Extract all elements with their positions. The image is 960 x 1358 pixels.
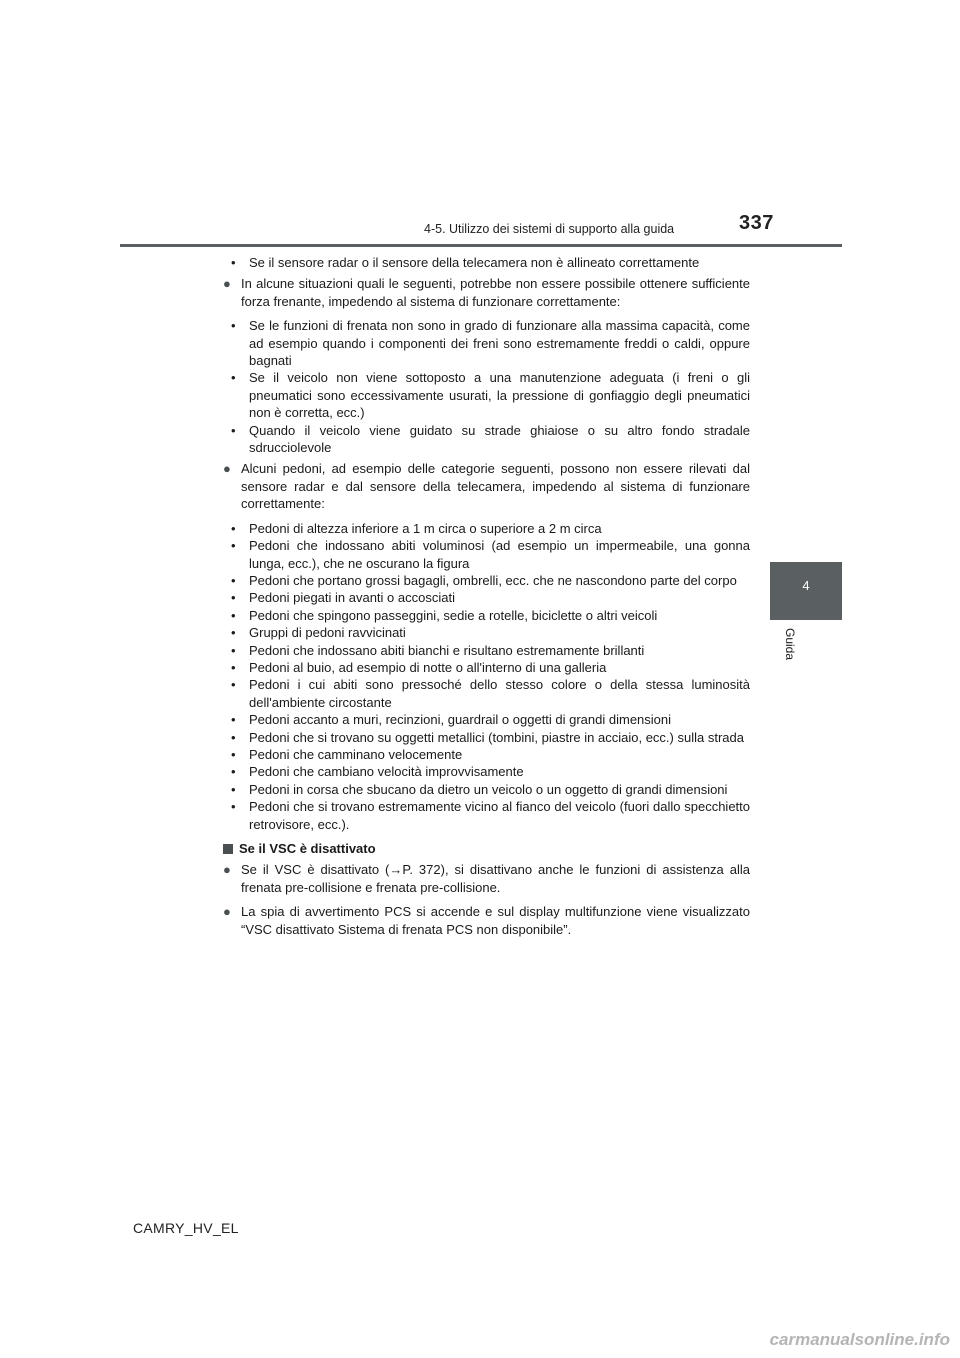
list-item: • Se il sensore radar o il sensore della telecamera non è allineato correttamente (231, 255, 700, 270)
dot-marker: • (231, 781, 236, 797)
page-number: 337 (739, 212, 774, 234)
list-item: • Se le funzioni di frenata non sono in grado di funzionare alla massima capacità, come ad esempio quando i componenti dei freni sono estremamente freddi o caldi, oppure bagnati (231, 318, 750, 369)
list-item: • Pedoni di altezza inferiore a 1 m circa o superiore a 2 m circa (231, 520, 602, 536)
dot-marker: • (231, 422, 236, 438)
list-item: • Pedoni che indossano abiti bianchi e risultano estremamente brillanti (231, 642, 645, 658)
header-rule (120, 244, 842, 247)
list-item: • Pedoni che indossano abiti voluminosi (ad esempio un impermeabile, una gonna lunga, ecc.), che ne oscurano la figura (231, 538, 750, 571)
chapter-number: 4 (802, 578, 810, 593)
dot-marker: • (231, 370, 236, 386)
list-item: • Gruppi di pedoni ravvicinati (231, 625, 406, 641)
bullet-point: ● La spia di avvertimento PCS si accende e sul display multifunzione viene visualizzato “VSC disattivato Sistema di frenata PCS non disponibile”. (223, 904, 750, 937)
dot-marker: • (231, 746, 236, 762)
list-item: • Pedoni che si trovano su oggetti metallici (tombini, piastre in acciaio, ecc.) sulla strada (231, 729, 744, 745)
list-item: • Pedoni accanto a muri, recinzioni, guardrail o oggetti di grandi dimensioni (231, 712, 672, 728)
dot-marker: • (231, 659, 236, 675)
dot-marker: • (231, 677, 236, 693)
watermark: carmanualsonline.info (769, 1330, 950, 1349)
page-content (222, 254, 750, 938)
bullet-point: ● Alcuni pedoni, ad esempio delle categorie seguenti, possono non essere rilevati dal sensore radar e dal sensore della telecamera, impedendo al sistema di funzionare correttamente: (223, 461, 750, 512)
dot-marker: • (231, 607, 236, 623)
dot-marker: • (231, 590, 236, 606)
dot-marker: • (231, 799, 236, 815)
square-icon (223, 844, 233, 854)
dot-marker: • (231, 255, 236, 270)
list-1 (222, 317, 750, 456)
section-heading: Se il VSC è disattivato (222, 840, 750, 857)
list-item: • Se il veicolo non viene sottoposto a una manutenzione adeguata (i freni o gli pneumatici sono eccessivamente usurati, la pressione di gonfiaggio degli pneumatici non è corretta, ecc.) (231, 370, 750, 421)
dot-marker: • (231, 729, 236, 745)
chapter-tab (770, 562, 842, 620)
dot-marker: • (231, 764, 236, 780)
list-item: • Pedoni che cambiano velocità improvvisamente (231, 764, 524, 780)
list-item: • Pedoni i cui abiti sono pressoché dello stesso colore o della stessa luminosità dell'ambiente circostante (231, 677, 750, 710)
dot-marker: • (231, 318, 236, 334)
list-item: • Pedoni piegati in avanti o accosciati (231, 590, 455, 606)
dot-marker: • (231, 712, 236, 728)
section-title: 4-5. Utilizzo dei sistemi di supporto alla guida (424, 222, 675, 236)
list-item: • Quando il veicolo viene guidato su strade ghiaiose o su altro fondo stradale sdrucciolevole (231, 422, 750, 456)
document-code: CAMRY_HV_EL (133, 1220, 239, 1236)
list-item: • Pedoni in corsa che sbucano da dietro un veicolo o un oggetto di grandi dimensioni (231, 781, 728, 797)
bullet-icon: ● (223, 904, 231, 920)
dot-marker: • (231, 520, 236, 536)
list-2 (222, 520, 750, 833)
bullet-icon: ● (223, 276, 231, 292)
chapter-label: Guida (783, 628, 797, 661)
list-item: • Pedoni che spingono passeggini, sedie a rotelle, biciclette o altri veicoli (231, 607, 658, 623)
dot-marker: • (231, 572, 236, 588)
bullet-point: ● Se il VSC è disattivato (→P. 372), si disattivano anche le funzioni di assistenza alla frenata pre-collisione e frenata pre-collisione. (223, 862, 750, 895)
dot-marker: • (231, 642, 236, 658)
dot-marker: • (231, 625, 236, 641)
list-item: • Pedoni che si trovano estremamente vicino al fianco del veicolo (fuori dallo specchietto retrovisore, ecc.). (231, 799, 750, 832)
list-item: • Pedoni che portano grossi bagagli, ombrelli, ecc. che ne nascondono parte del corpo (231, 572, 737, 588)
list-item: • Pedoni al buio, ad esempio di notte o all'interno di una galleria (231, 659, 607, 675)
bullet-icon: ● (223, 461, 231, 477)
dot-marker: • (231, 538, 236, 554)
list-item: • Pedoni che camminano velocemente (231, 746, 463, 762)
bullet-point: ● In alcune situazioni quali le seguenti, potrebbe non essere possibile ottenere sufficiente forza frenante, impedendo al sistema di funzionare correttamente: (223, 276, 750, 309)
bullet-icon: ● (223, 862, 231, 878)
